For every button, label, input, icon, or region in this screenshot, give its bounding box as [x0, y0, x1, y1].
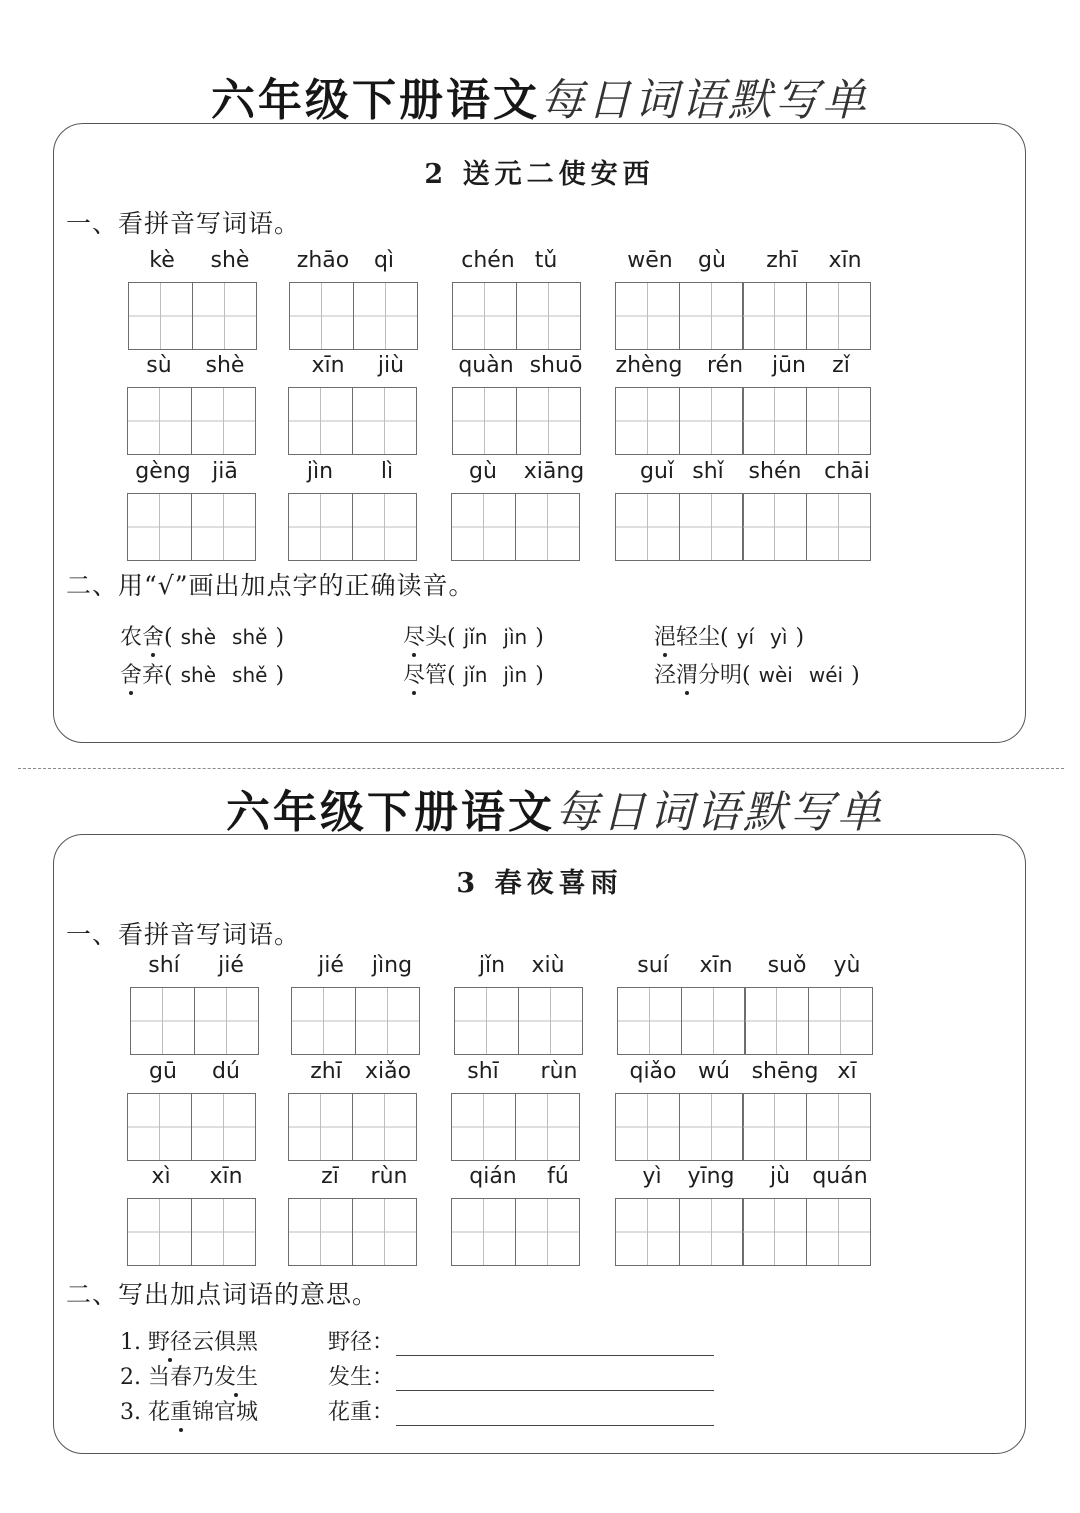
sheet1-word-r2-3[interactable] [452, 353, 581, 455]
writing-cell[interactable] [451, 493, 516, 561]
writing-cell[interactable] [288, 1093, 353, 1161]
pinyin: xīn [209, 1164, 243, 1189]
dotted-word: 重 [170, 1400, 193, 1425]
pinyin: zhāo [296, 248, 350, 273]
reading-option[interactable]: jǐn [463, 625, 488, 649]
pinyin: shēng [751, 1059, 819, 1084]
pinyin: chén [461, 248, 515, 273]
pinyin: shè [205, 353, 245, 378]
pinyin: qiǎo [629, 1059, 677, 1084]
sheet2-word-r1-2[interactable] [291, 953, 420, 1055]
writing-cell[interactable] [742, 387, 807, 455]
pinyin: zhī [766, 248, 798, 273]
writing-cell[interactable] [192, 282, 257, 350]
meaning-question [120, 1395, 258, 1426]
reading-option[interactable]: wéi [808, 663, 844, 687]
pinyin: suí [637, 953, 669, 978]
sheet2-word-r1-4[interactable] [617, 953, 873, 1055]
writing-cell[interactable] [808, 987, 873, 1055]
writing-cell[interactable] [744, 987, 809, 1055]
pinyin: jié [218, 953, 244, 978]
pinyin: quán [812, 1164, 868, 1189]
meaning-answer[interactable] [328, 1395, 714, 1426]
pinyin: jǐn [478, 953, 506, 978]
pinyin: jié [318, 953, 344, 978]
pinyin: lì [380, 459, 394, 484]
pinyin: gù [698, 248, 726, 273]
pinyin: shuō [529, 353, 583, 378]
pinyin: jìng [371, 953, 413, 978]
pinyin: quàn [458, 353, 514, 378]
sheet2-section1-label: 一、看拼音写词语。 [66, 920, 301, 949]
writing-cell[interactable] [288, 1198, 353, 1266]
writing-cell[interactable] [352, 387, 417, 455]
pinyin: fú [547, 1164, 569, 1189]
answer-blank[interactable] [396, 1333, 714, 1356]
sheet2-section2-label: 二、写出加点词语的意思。 [66, 1280, 379, 1309]
pinyin: yì [642, 1164, 662, 1189]
sheet2-word-r2-2[interactable] [288, 1059, 417, 1161]
pinyin: jūn [772, 353, 806, 378]
sheet1-word-r3-3[interactable] [451, 459, 585, 561]
pinyin: rùn [540, 1059, 578, 1084]
reading-option[interactable]: jìn [503, 625, 528, 649]
sheet1-lesson-title: 2 送元二使安西 [424, 159, 655, 190]
meaning-answer[interactable] [328, 1325, 714, 1356]
dotted-character: 舍 [120, 663, 143, 688]
reading-question[interactable]: 舍弃( shè shě ) [120, 663, 285, 688]
writing-cell[interactable] [515, 493, 580, 561]
writing-cell[interactable] [515, 1198, 580, 1266]
reading-question[interactable]: 尽管( jǐn jìn ) [403, 663, 544, 688]
pinyin: shí [148, 953, 180, 978]
pinyin: chāi [824, 459, 870, 484]
sheet1-word-r1-1[interactable] [128, 248, 257, 350]
writing-cell[interactable] [679, 282, 744, 350]
sheet1-word-r2-2[interactable] [288, 353, 417, 455]
reading-option[interactable]: jìn [503, 663, 528, 687]
pinyin: tǔ [534, 248, 558, 273]
sheet2-word-r3-4[interactable] [615, 1164, 871, 1266]
reading-question[interactable]: 浥轻尘( yí yì ) [654, 625, 805, 650]
term-label: 发生： [328, 1365, 395, 1390]
question-number: 2. [120, 1365, 141, 1390]
pinyin: xì [151, 1164, 171, 1189]
pinyin: yīng [687, 1164, 735, 1189]
writing-cell[interactable] [128, 282, 193, 350]
question-text: 泾 [654, 663, 677, 688]
writing-cell[interactable] [679, 1198, 744, 1266]
writing-cell[interactable] [615, 1093, 680, 1161]
question-number: 3. [120, 1400, 141, 1425]
sheet2-word-r2-4[interactable] [615, 1059, 871, 1161]
meaning-answer[interactable] [328, 1360, 714, 1391]
dotted-character: 渭 [676, 663, 699, 688]
pinyin: suǒ [767, 953, 807, 978]
sheet2-word-r1-1[interactable] [130, 953, 259, 1055]
writing-cell[interactable] [452, 387, 517, 455]
pinyin: wú [698, 1059, 730, 1084]
sheet1-section2-label: 二、用“√”画出加点字的正确读音。 [66, 571, 475, 600]
dotted-character: 浥 [654, 625, 677, 650]
dotted-character: 尽 [403, 663, 426, 688]
pinyin: jiù [377, 353, 405, 378]
reading-question[interactable]: 泾渭分明( wèi wéi ) [654, 663, 860, 688]
writing-cell[interactable] [806, 387, 871, 455]
sheet1-word-r2-1[interactable] [127, 353, 256, 455]
writing-cell[interactable] [352, 1198, 417, 1266]
pinyin: dú [212, 1059, 240, 1084]
reading-option[interactable]: wèi [758, 663, 793, 687]
sheet1-section1-label: 一、看拼音写词语。 [66, 209, 301, 238]
term-label: 花重： [328, 1400, 395, 1425]
writing-cell[interactable] [617, 987, 682, 1055]
dotted-character: 尽 [403, 625, 426, 650]
sheet2-lesson-title: 3 春夜喜雨 [456, 868, 623, 899]
sheet2-panel [53, 834, 1026, 1454]
pinyin: gū [149, 1059, 177, 1084]
question-text: 头 [425, 625, 448, 650]
reading-option[interactable]: shè [180, 663, 217, 687]
writing-cell[interactable] [451, 1093, 516, 1161]
writing-cell[interactable] [679, 387, 744, 455]
writing-cell[interactable] [742, 1198, 807, 1266]
question-text: 弃 [142, 663, 165, 688]
sheet1-word-r3-4[interactable] [615, 459, 871, 561]
writing-cell[interactable] [452, 282, 517, 350]
writing-cell[interactable] [130, 987, 195, 1055]
answer-blank[interactable] [396, 1403, 714, 1426]
writing-cell[interactable] [194, 987, 259, 1055]
writing-cell[interactable] [127, 387, 192, 455]
sheet2-word-r2-3[interactable] [451, 1059, 580, 1161]
pinyin: jiā [212, 459, 238, 484]
writing-cell[interactable] [289, 282, 354, 350]
reading-option[interactable]: yì [770, 625, 788, 649]
sheet1-word-r2-4[interactable] [615, 353, 871, 455]
writing-cell[interactable] [127, 493, 192, 561]
writing-cell[interactable] [615, 1198, 680, 1266]
pinyin: shén [748, 459, 802, 484]
pinyin: xīn [828, 248, 862, 273]
term-label: 野径： [328, 1330, 395, 1355]
pinyin: qì [373, 248, 395, 273]
pinyin: rén [706, 353, 744, 378]
sheet2-title-main: 六年级下册语文 [226, 787, 555, 838]
writing-cell[interactable] [806, 1198, 871, 1266]
reading-option[interactable]: shě [232, 663, 268, 687]
sheet1-title-sub: 每日词语默写单 [540, 75, 869, 126]
pinyin: yù [833, 953, 861, 978]
writing-cell[interactable] [288, 387, 353, 455]
pinyin: xiù [531, 953, 565, 978]
question-text: 分明 [698, 663, 743, 688]
pinyin: gù [469, 459, 497, 484]
writing-cell[interactable] [191, 1093, 256, 1161]
pinyin: shè [210, 248, 250, 273]
pinyin: jù [769, 1164, 791, 1189]
pinyin: xī [837, 1059, 857, 1084]
writing-cell[interactable] [516, 282, 581, 350]
writing-cell[interactable] [742, 282, 807, 350]
question-text: 管 [425, 663, 448, 688]
pinyin: sù [146, 353, 172, 378]
writing-cell[interactable] [681, 987, 746, 1055]
writing-cell[interactable] [352, 493, 417, 561]
writing-cell[interactable] [806, 1093, 871, 1161]
sheet1-word-r1-4[interactable] [615, 248, 871, 350]
pinyin: gèng [135, 459, 191, 484]
writing-cell[interactable] [288, 493, 353, 561]
meaning-question [120, 1360, 258, 1391]
pinyin: xīn [311, 353, 345, 378]
answer-blank[interactable] [396, 1368, 714, 1391]
writing-cell[interactable] [451, 1198, 516, 1266]
pinyin: jìn [306, 459, 334, 484]
poem-line-post: 云俱黑 [192, 1330, 259, 1355]
pinyin: shǐ [692, 459, 724, 484]
pinyin: rùn [370, 1164, 408, 1189]
cut-line-divider [18, 768, 1064, 769]
writing-cell[interactable] [615, 282, 680, 350]
writing-cell[interactable] [191, 1198, 256, 1266]
sheet1-title [0, 64, 1080, 128]
reading-option[interactable]: yí [736, 625, 755, 649]
pinyin: kè [149, 248, 175, 273]
sheet1-word-r1-2[interactable] [289, 248, 418, 350]
question-text: 轻尘 [676, 625, 721, 650]
writing-cell[interactable] [127, 1093, 192, 1161]
meaning-question [120, 1325, 258, 1356]
sheet2-title [0, 776, 1080, 840]
pinyin: xiāng [523, 459, 585, 484]
pinyin: xīn [699, 953, 733, 978]
reading-option[interactable]: jǐn [463, 663, 488, 687]
writing-cell[interactable] [191, 493, 256, 561]
pinyin: qián [469, 1164, 517, 1189]
pinyin: guǐ [639, 459, 675, 484]
writing-cell[interactable] [516, 387, 581, 455]
sheet1-panel [53, 123, 1026, 743]
writing-cell[interactable] [742, 1093, 807, 1161]
pinyin: zǐ [832, 353, 850, 378]
pinyin: xiǎo [364, 1059, 412, 1084]
sheet1-title-main: 六年级下册语文 [211, 75, 540, 126]
dotted-word: 发生 [214, 1365, 259, 1390]
sheet2-word-r2-1[interactable] [127, 1059, 256, 1161]
pinyin: zī [321, 1164, 339, 1189]
dotted-word: 野径 [148, 1330, 193, 1355]
reading-question[interactable]: 尽头( jǐn jìn ) [403, 625, 544, 650]
poem-line-pre: 花 [148, 1400, 171, 1425]
sheet1-word-r3-2[interactable] [288, 459, 417, 561]
writing-cell[interactable] [742, 493, 807, 561]
sheet2-word-r1-3[interactable] [454, 953, 583, 1055]
sheet2-word-r3-1[interactable] [127, 1164, 256, 1266]
sheet1-word-r3-1[interactable] [127, 459, 256, 561]
writing-cell[interactable] [615, 493, 680, 561]
writing-cell[interactable] [518, 987, 583, 1055]
pinyin: zhī [310, 1059, 342, 1084]
writing-cell[interactable] [355, 987, 420, 1055]
writing-cell[interactable] [454, 987, 519, 1055]
question-text: 农 [120, 625, 143, 650]
sheet1-word-r1-3[interactable] [452, 248, 581, 350]
writing-cell[interactable] [352, 1093, 417, 1161]
writing-cell[interactable] [127, 1198, 192, 1266]
dotted-character: 舍 [142, 625, 165, 650]
sheet2-title-sub: 每日词语默写单 [555, 787, 884, 838]
pinyin: wēn [627, 248, 673, 273]
reading-option[interactable]: shè [180, 625, 217, 649]
writing-cell[interactable] [291, 987, 356, 1055]
writing-cell[interactable] [679, 1093, 744, 1161]
writing-cell[interactable] [515, 1093, 580, 1161]
sheet2-word-r3-2[interactable] [288, 1164, 417, 1266]
sheet2-word-r3-3[interactable] [451, 1164, 580, 1266]
pinyin: zhèng [615, 353, 683, 378]
writing-cell[interactable] [679, 493, 744, 561]
reading-option[interactable]: shě [232, 625, 268, 649]
pinyin: shī [467, 1059, 499, 1084]
writing-cell[interactable] [806, 493, 871, 561]
question-number: 1. [120, 1330, 141, 1355]
poem-line-post: 锦官城 [192, 1400, 259, 1425]
writing-cell[interactable] [806, 282, 871, 350]
writing-cell[interactable] [615, 387, 680, 455]
poem-line-pre: 当春乃 [148, 1365, 215, 1390]
writing-cell[interactable] [353, 282, 418, 350]
reading-question[interactable]: 农舍( shè shě ) [120, 625, 285, 650]
writing-cell[interactable] [191, 387, 256, 455]
